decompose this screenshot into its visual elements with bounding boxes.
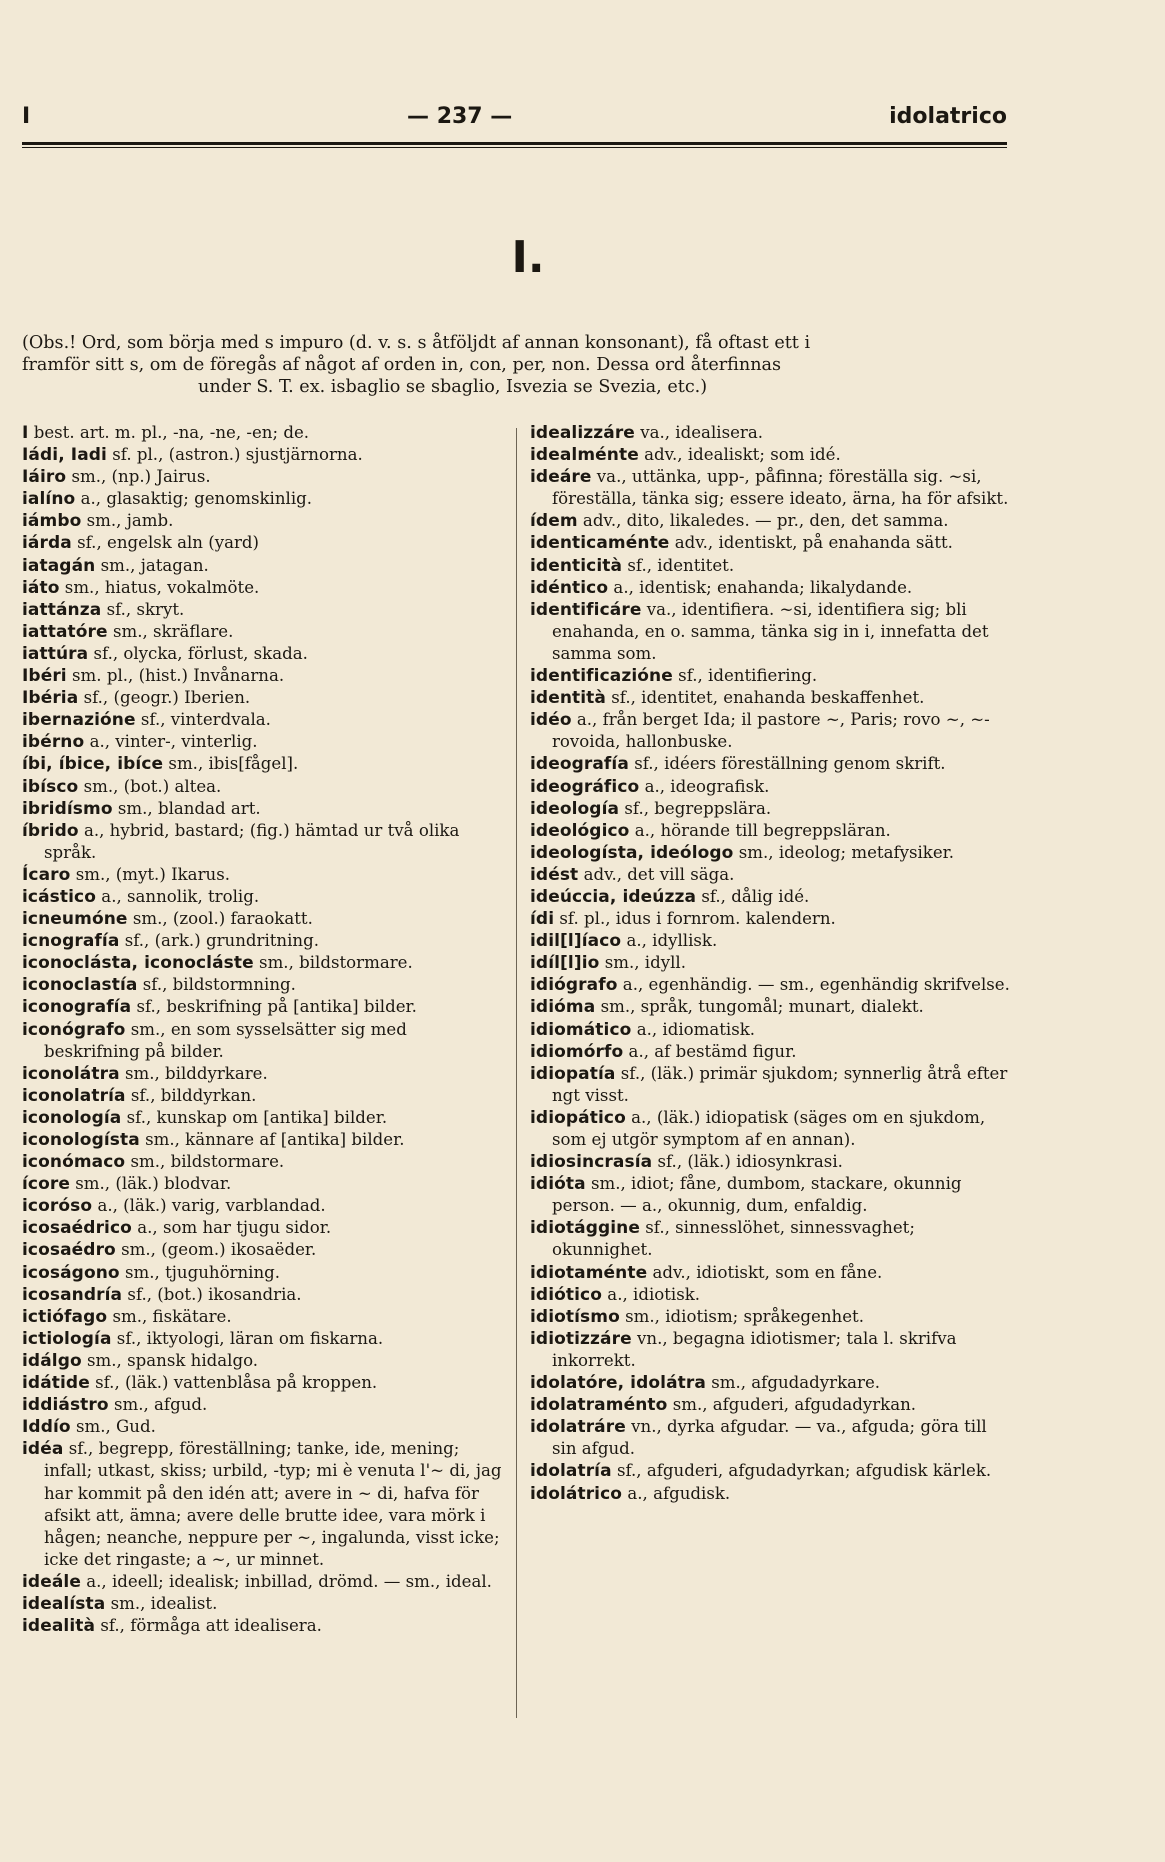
entry-headword: ideále [22, 1571, 81, 1592]
entry-headword: íbrido [22, 820, 79, 841]
entry-headword: Ibéria [22, 688, 79, 709]
entry-headword: idolatóre, idolátra [530, 1373, 706, 1394]
entry-definition: sf., beskrifning på [antika] bilder. [136, 997, 417, 1017]
entry-definition: sm., bilddyrkare. [124, 1063, 268, 1083]
entry-definition: sm., (myt.) Ikarus. [75, 864, 230, 884]
dictionary-entry [530, 1460, 1010, 1482]
entry-headword: idióta [530, 1174, 586, 1195]
entry-headword: idiomórfo [530, 1041, 624, 1062]
dictionary-entry [530, 974, 1010, 996]
entry-headword: ideología [530, 798, 620, 819]
entry-headword: ibridísmo [22, 798, 113, 819]
entry-definition: sm., språk, tungomål; munart, dialekt. [600, 997, 924, 1017]
dictionary-entry [22, 731, 504, 753]
entry-headword: idiotísmo [530, 1306, 620, 1327]
dictionary-entry [530, 1151, 1010, 1173]
header-rule [22, 142, 1007, 145]
entry-definition: a., glasaktig; genomskinlig. [80, 489, 313, 509]
entry-definition: a., (läk.) varig, varblandad. [97, 1196, 326, 1216]
entry-definition: sf., begreppslära. [624, 798, 772, 818]
entry-definition: adv., idiotiskt, som en fåne. [652, 1262, 883, 1282]
dictionary-entry [22, 422, 504, 444]
entry-headword: iámbo [22, 511, 82, 532]
entry-definition: sf., (läk.) primär sjukdom; synnerlig åtrå efter ngt visst. [552, 1063, 1008, 1105]
entry-definition: sm., (läk.) blodvar. [75, 1174, 232, 1194]
entry-definition: sf., identifiering. [678, 666, 818, 686]
entry-definition: a., idyllisk. [626, 931, 718, 951]
dictionary-entry [22, 1262, 504, 1284]
entry-headword: idealménte [530, 445, 639, 466]
entry-definition: sf., identitet, enahanda beskaffenhet. [611, 688, 925, 708]
dictionary-entry [22, 952, 504, 974]
page-number: — 237 — [407, 104, 513, 129]
entry-headword: idéa [22, 1439, 64, 1460]
entry-definition: a., egenhändig. — sm., egenhändig skrifvelse. [622, 975, 1010, 995]
entry-definition: sm., ibis[fågel]. [168, 754, 299, 774]
entry-definition: sf., sinnesslöhet, sinnessvaghet; okunnighet. [552, 1218, 915, 1260]
entry-definition: a., ideografisk. [644, 776, 770, 796]
dictionary-entry [22, 555, 504, 577]
dictionary-entry [530, 1372, 1010, 1394]
usage-note-line: under S. T. ex. isbaglio se sbaglio, Isvezia se Svezia, etc.) [198, 377, 708, 397]
dictionary-entry [530, 1173, 1010, 1217]
entry-definition: sf., (bot.) ikosandria. [127, 1284, 302, 1304]
dictionary-entry [530, 532, 1010, 554]
entry-headword: Ícaro [22, 864, 71, 885]
dictionary-entry [22, 1019, 504, 1063]
entry-definition: a., hörande till begreppsläran. [634, 820, 891, 840]
dictionary-entry [530, 1416, 1010, 1460]
dictionary-entry [22, 643, 504, 665]
entry-definition: sf., (läk.) vattenblåsa på kroppen. [95, 1373, 378, 1393]
dictionary-entry [22, 1571, 504, 1593]
entry-headword: iddiástro [22, 1395, 109, 1416]
entry-definition: va., idealisera. [640, 423, 764, 442]
dictionary-entry [530, 820, 1010, 842]
dictionary-entry [22, 1372, 504, 1394]
dictionary-entry [22, 687, 504, 709]
entry-definition: va., uttänka, upp-, påfinna; föreställa sig. ~si, föreställa, tänka sig; essere ideato, ärna, ha för afsikt. [552, 467, 1009, 509]
entry-definition: a., af bestämd figur. [628, 1041, 797, 1061]
entry-definition: a., identisk; enahanda; likalydande. [613, 577, 913, 597]
entry-definition: sf. pl., (astron.) sjustjärnorna. [112, 445, 363, 465]
dictionary-entry [22, 776, 504, 798]
dictionary-entry [22, 510, 504, 532]
dictionary-entry [22, 466, 504, 488]
dictionary-entry [22, 1107, 504, 1129]
entry-definition: sm., afgud. [113, 1395, 208, 1415]
usage-note-line: framför sitt s, om de föregås af något af orden in, con, per, non. Dessa ord återfinnas [22, 355, 782, 375]
entry-definition: sf., iktyologi, läran om fiskarna. [116, 1328, 384, 1348]
entry-headword: ibísco [22, 776, 79, 797]
entry-definition: sm., afguderi, afgudadyrkan. [672, 1395, 917, 1415]
dictionary-entry [22, 1350, 504, 1372]
entry-definition: adv., idealiskt; som idé. [644, 445, 841, 465]
entry-headword: icosaédrico [22, 1218, 132, 1239]
dictionary-entry [22, 753, 504, 775]
entry-definition: sf., (läk.) idiosynkrasi. [657, 1152, 843, 1172]
entry-definition: sf., skryt. [106, 599, 185, 619]
entry-headword: ideografía [530, 754, 629, 775]
entry-headword: iconoclastía [22, 975, 138, 996]
entry-headword: iattúra [22, 643, 89, 664]
entry-headword: iáto [22, 577, 60, 598]
entry-definition: sm., idiot; fåne, dumbom, stackare, okunnig person. — a., okunnig, dum, enfaldig. [552, 1174, 962, 1216]
entry-headword: ídi [530, 909, 555, 930]
dictionary-entry [22, 532, 504, 554]
entry-definition: vn., dyrka afgudar. — va., afguda; göra till sin afgud. [552, 1417, 987, 1459]
dictionary-entry [530, 510, 1010, 532]
dictionary-entry [530, 709, 1010, 753]
entry-headword: Iddío [22, 1417, 71, 1438]
entry-headword: idiosincrasía [530, 1152, 653, 1173]
entry-headword: iconoclásta, iconocláste [22, 953, 254, 974]
dictionary-entry [22, 974, 504, 996]
entry-headword: idealizzáre [530, 423, 635, 443]
entry-headword: identicaménte [530, 533, 670, 554]
entry-headword: idiopático [530, 1107, 626, 1128]
entry-headword: idil[l]íaco [530, 931, 622, 952]
entry-headword: idióma [530, 997, 596, 1018]
entry-headword: ideologísta, ideólogo [530, 842, 734, 863]
dictionary-entry [22, 1328, 504, 1350]
entry-definition: sf., bilddyrkan. [130, 1085, 257, 1105]
entry-headword: idést [530, 864, 579, 885]
entry-headword: idealità [22, 1616, 96, 1637]
entry-definition: sf., dålig idé. [701, 886, 810, 906]
entry-headword: idiopatía [530, 1063, 616, 1084]
entry-definition: sm., jamb. [86, 511, 174, 531]
entry-definition: a., afgudisk. [627, 1483, 731, 1503]
entry-headword: Iádi, Iadi [22, 445, 107, 466]
entry-headword: idéntico [530, 577, 609, 598]
entry-headword: icosandría [22, 1284, 123, 1305]
entry-headword: iattánza [22, 599, 102, 620]
entry-definition: sm., blandad art. [117, 798, 261, 818]
entry-definition: sm., idealist. [110, 1593, 218, 1613]
dictionary-entry [530, 842, 1010, 864]
dictionary-entry [530, 1262, 1010, 1284]
entry-definition: adv., identiskt, på enahanda sätt. [674, 533, 953, 553]
dictionary-entry [22, 886, 504, 908]
dictionary-entry [530, 466, 1010, 510]
entry-headword: idolatraménto [530, 1395, 668, 1416]
dictionary-entry [22, 709, 504, 731]
dictionary-entry [22, 1615, 504, 1637]
dictionary-entry [530, 776, 1010, 798]
dictionary-entry [22, 820, 504, 864]
dictionary-entry [22, 1593, 504, 1615]
entry-definition: sm., en som sysselsätter sig med beskrifning på bilder. [44, 1019, 407, 1061]
dictionary-entry [530, 798, 1010, 820]
entry-headword: idealísta [22, 1593, 106, 1614]
dictionary-entry [22, 908, 504, 930]
dictionary-entry [530, 555, 1010, 577]
dictionary-entry [530, 577, 1010, 599]
entry-headword: idiotággine [530, 1218, 640, 1239]
dictionary-entry [22, 1173, 504, 1195]
dictionary-entry [530, 1306, 1010, 1328]
entry-headword: idiotaménte [530, 1262, 648, 1283]
dictionary-entry [22, 1217, 504, 1239]
left-column [22, 422, 504, 1637]
entry-headword: icnografía [22, 931, 120, 952]
dictionary-entry [530, 1019, 1010, 1041]
dictionary-entry [530, 886, 1010, 908]
entry-definition: vn., begagna idiotismer; tala l. skrifva inkorrekt. [552, 1328, 957, 1370]
dictionary-entry [22, 1306, 504, 1328]
dictionary-entry [530, 1041, 1010, 1063]
entry-definition: sf., begrepp, föreställning; tanke, ide, mening; infall; utkast, skiss; urbild, -typ; mi è venuta l'~ di, jag har kommit på den idén att; avere in ~ di, hafva för afsikt att, ämna; avere delle brutte idee, vara mörk i hågen; neanche, neppure per ~, ingalunda, visst icke; icke det ringaste; a ~, ur minnet. [44, 1439, 502, 1569]
dictionary-entry [22, 599, 504, 621]
dictionary-entry [530, 952, 1010, 974]
dictionary-entry [530, 422, 1010, 444]
entry-definition: sf., engelsk aln (yard) [77, 533, 260, 553]
dictionary-entry [530, 1328, 1010, 1372]
entry-definition: sm., (geom.) ikosaëder. [121, 1240, 317, 1260]
entry-definition: a., som har tjugu sidor. [137, 1218, 332, 1238]
entry-headword: iconografía [22, 997, 132, 1018]
entry-definition: sf. pl., idus i fornrom. kalendern. [559, 909, 836, 929]
entry-definition: sm., hiatus, vokalmöte. [64, 577, 260, 597]
entry-headword: idiomático [530, 1019, 632, 1040]
entry-definition: sm., idiotism; språkegenhet. [625, 1306, 864, 1326]
section-letter: I. [511, 232, 545, 283]
entry-headword: icneumóne [22, 909, 128, 930]
entry-headword: iconómaco [22, 1152, 126, 1173]
dictionary-entry [530, 908, 1010, 930]
entry-headword: iconógrafo [22, 1019, 126, 1040]
entry-headword: iárda [22, 533, 72, 554]
dictionary-entry [22, 996, 504, 1018]
dictionary-entry [22, 1151, 504, 1173]
dictionary-entry [530, 1394, 1010, 1416]
entry-headword: iatagán [22, 555, 96, 576]
dictionary-entry [530, 1217, 1010, 1261]
entry-definition: sf., vinterdvala. [140, 710, 271, 730]
usage-note-line: (Obs.! Ord, som börja med s impuro (d. v. s. s åtföljdt af annan konsonant), få oftast ett i [22, 333, 811, 353]
column-divider [516, 428, 517, 1718]
entry-headword: I [22, 423, 29, 443]
entry-headword: identità [530, 688, 606, 709]
entry-definition: a., hybrid, bastard; (fig.) hämtad ur två olika språk. [44, 820, 460, 862]
dictionary-entry [530, 1107, 1010, 1151]
entry-headword: ídem [530, 511, 578, 532]
entry-definition: sm., fiskätare. [112, 1306, 232, 1326]
entry-headword: icástico [22, 886, 97, 907]
entry-headword: ideáre [530, 467, 592, 488]
entry-headword: ícore [22, 1174, 70, 1195]
dictionary-entry [530, 753, 1010, 775]
entry-definition: sf., afguderi, afgudadyrkan; afgudisk kärlek. [616, 1461, 992, 1481]
entry-headword: idátide [22, 1373, 90, 1394]
dictionary-entry [22, 665, 504, 687]
entry-definition: sm., tjuguhörning. [125, 1262, 281, 1282]
entry-definition: sf., (geogr.) Iberien. [83, 688, 251, 708]
dictionary-entry [22, 798, 504, 820]
dictionary-entry [530, 599, 1010, 665]
dictionary-entry [530, 665, 1010, 687]
dictionary-entry [22, 864, 504, 886]
entry-definition: a., vinter-, vinterlig. [89, 732, 258, 752]
dictionary-entry [22, 1129, 504, 1151]
entry-headword: ialíno [22, 489, 76, 510]
entry-headword: iconolatría [22, 1085, 126, 1106]
entry-definition: best. art. m. pl., -na, -ne, -en; de. [33, 423, 310, 442]
entry-headword: idolátrico [530, 1483, 623, 1504]
entry-definition: sm., (bot.) altea. [83, 776, 222, 796]
dictionary-entry [530, 1063, 1010, 1107]
entry-definition: a., idiotisk. [607, 1284, 701, 1304]
usage-note [22, 332, 1015, 398]
entry-definition: sf., olycka, förlust, skada. [93, 643, 308, 663]
entry-definition: sm., kännare af [antika] bilder. [145, 1130, 405, 1149]
dictionary-entry [22, 488, 504, 510]
entry-headword: idiótico [530, 1284, 603, 1305]
dictionary-entry [22, 930, 504, 952]
header-catchword: idolatrico [889, 104, 1007, 129]
dictionary-entry [530, 1483, 1010, 1505]
entry-definition: sf., förmåga att idealisera. [100, 1616, 322, 1636]
entry-definition: sm., (zool.) faraokatt. [132, 909, 313, 929]
dictionary-entry [22, 1063, 504, 1085]
entry-definition: sm., Gud. [75, 1417, 156, 1437]
entry-headword: ictiología [22, 1328, 112, 1349]
entry-definition: sm., ideolog; metafysiker. [738, 842, 955, 862]
entry-headword: identificáre [530, 599, 642, 620]
entry-definition: sf., identitet. [627, 555, 735, 575]
entry-headword: iconologísta [22, 1130, 140, 1150]
entry-definition: a., från berget Ida; il pastore ~, Paris; rovo ~, ~-rovoida, hallonbuske. [552, 710, 990, 752]
dictionary-entry [530, 930, 1010, 952]
dictionary-entry [530, 864, 1010, 886]
entry-definition: sm., idyll. [604, 953, 686, 973]
entry-headword: idéo [530, 710, 572, 731]
entry-headword: idálgo [22, 1350, 82, 1371]
dictionary-entry [22, 444, 504, 466]
entry-headword: identificazióne [530, 666, 673, 687]
right-column [530, 422, 1010, 1505]
entry-headword: icosaédro [22, 1240, 116, 1261]
header-left-letter: I [22, 104, 31, 129]
entry-headword: ideúccia, ideúzza [530, 886, 697, 907]
entry-headword: idiotizzáre [530, 1328, 632, 1349]
entry-definition: sm., jatagan. [100, 555, 209, 575]
entry-headword: icoságono [22, 1262, 120, 1283]
entry-headword: Iáiro [22, 467, 67, 488]
entry-definition: sm., bildstormare. [259, 953, 413, 973]
entry-definition: a., idiomatisk. [636, 1019, 756, 1039]
dictionary-entry [22, 1438, 504, 1571]
entry-definition: sm., bildstormare. [130, 1152, 285, 1172]
entry-definition: sm., spansk hidalgo. [87, 1350, 259, 1370]
entry-headword: iconología [22, 1107, 122, 1128]
entry-headword: ibérno [22, 732, 85, 753]
header-rule-thin [22, 147, 1007, 148]
entry-definition: sm. pl., (hist.) Invånarna. [72, 666, 285, 686]
entry-definition: adv., dito, likaledes. — pr., den, det samma. [582, 511, 949, 531]
entry-headword: iattatóre [22, 621, 108, 642]
dictionary-entry [22, 621, 504, 643]
entry-headword: ideológico [530, 820, 630, 841]
entry-definition: sf., (ark.) grundritning. [124, 931, 319, 951]
entry-headword: identicità [530, 555, 623, 576]
entry-headword: idolatría [530, 1461, 612, 1482]
entry-definition: sm., skräflare. [112, 621, 234, 641]
entry-headword: idíl[l]io [530, 953, 600, 974]
entry-headword: ibernazióne [22, 710, 136, 731]
entry-headword: idiógrafo [530, 975, 618, 996]
entry-headword: iconolátra [22, 1063, 120, 1084]
entry-definition: a., sannolik, trolig. [101, 886, 260, 906]
entry-definition: a., ideell; idealisk; inbillad, drömd. — sm., ideal. [86, 1571, 492, 1591]
dictionary-entry [530, 444, 1010, 466]
entry-definition: sf., bildstormning. [142, 975, 296, 995]
entry-definition: sm., afgudadyrkare. [711, 1373, 881, 1393]
dictionary-entry [22, 1239, 504, 1261]
dictionary-entry [22, 1195, 504, 1217]
running-header [22, 104, 1007, 129]
entry-definition: sf., kunskap om [antika] bilder. [126, 1107, 388, 1127]
entry-headword: ictiófago [22, 1306, 108, 1327]
entry-headword: íbi, íbice, ibíce [22, 754, 164, 775]
entry-headword: idolatráre [530, 1417, 626, 1438]
entry-definition: sf., idéers föreställning genom skrift. [634, 754, 946, 774]
entry-headword: ideográfico [530, 776, 640, 797]
dictionary-entry [22, 1085, 504, 1107]
dictionary-entry [530, 996, 1010, 1018]
entry-headword: Ibéri [22, 666, 67, 687]
dictionary-entry [22, 577, 504, 599]
entry-headword: icoróso [22, 1196, 93, 1217]
dictionary-entry [530, 687, 1010, 709]
dictionary-entry [22, 1416, 504, 1438]
dictionary-entry [22, 1394, 504, 1416]
dictionary-entry [22, 1284, 504, 1306]
entry-definition: sm., (np.) Jairus. [71, 467, 211, 487]
entry-definition: a., (läk.) idiopatisk (säges om en sjukdom, som ej utgör symptom af en annan). [552, 1107, 986, 1149]
entry-definition: va., identifiera. ~si, identifiera sig; bli enahanda, en o. samma, tänka sig in i, innefatta det samma som. [552, 599, 989, 663]
dictionary-entry [530, 1284, 1010, 1306]
entry-definition: adv., det vill säga. [583, 864, 735, 884]
